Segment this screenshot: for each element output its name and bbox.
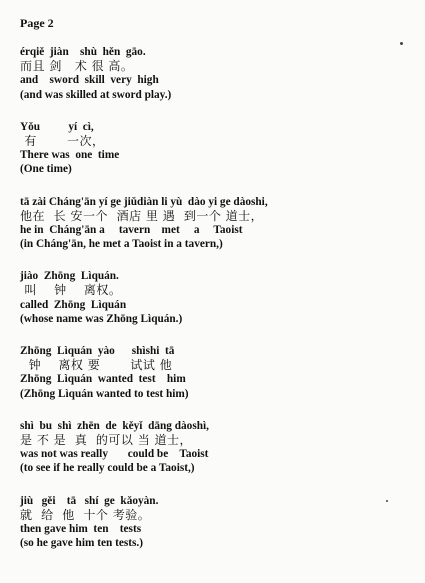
sentence-block (20, 120, 411, 177)
page-number: Page 2 (20, 16, 54, 30)
pinyin-line: Zhōng Lìquán yào shìshi tā (20, 345, 175, 357)
scan-speck (400, 42, 403, 45)
hanzi-line: 就 给 他 十个 考验。 (20, 507, 151, 522)
translation-line: (in Cháng'ān, he met a Taoist in a tavern,) (20, 238, 223, 251)
translation-line: (to see if he really could be a Taoist,) (20, 462, 195, 475)
translation-line: (whose name was Zhōng Lìquán.) (20, 312, 183, 325)
gloss-line: and sword skill very high (20, 74, 159, 87)
translation-line: (and was skilled at sword play.) (20, 88, 172, 101)
gloss-line: he in Cháng'ān a tavern met a Taoist (20, 223, 243, 236)
sentence-block (20, 195, 411, 252)
hanzi-line: 是 不 是 真 的可以 当 道士， (20, 432, 193, 447)
sentence-block (20, 45, 411, 102)
sentence-block (20, 494, 411, 551)
pinyin-line: érqiě jiàn shù hěn gāo. (20, 46, 146, 58)
sentence-block (20, 269, 411, 326)
pinyin-line: shì bu shì zhēn de kěyǐ dāng dàoshì, (20, 419, 209, 432)
hanzi-line: 有 一次， (20, 133, 105, 148)
hanzi-line: 而且 剑 术 很 高。 (20, 59, 134, 74)
scan-speck (386, 500, 388, 502)
sentence-block (20, 344, 411, 401)
pinyin-line: jiào Zhōng Lìquán. (20, 270, 119, 283)
pinyin-line: jiù gěi tā shí ge kǎoyàn. (20, 494, 159, 507)
gloss-line: called Zhōng Lìquán (20, 298, 127, 311)
translation-line: (so he gave him ten tests.) (20, 537, 143, 550)
pinyin-line: Yǒu yí cì, (20, 120, 94, 133)
hanzi-line: 他在 长 安一个 酒店 里 遇 到一个 道士， (20, 208, 264, 223)
gloss-line: Zhōng Lìquán wanted test him (20, 373, 186, 386)
hanzi-line: 钟 离权 要 试试 他 (20, 358, 173, 373)
sentence-block (20, 419, 411, 476)
gloss-line: There was one time (20, 149, 120, 162)
pinyin-line: tā zài Cháng'ān yí ge jiǔdiàn li yù dào yi ge dàoshi, (20, 195, 268, 208)
translation-line: (Zhōng Lìquán wanted to test him) (20, 387, 189, 400)
translation-line: (One time) (20, 163, 72, 176)
hanzi-line: 叫 钟 离权。 (20, 283, 122, 298)
gloss-line: was not was really could be Taoist (20, 448, 209, 461)
gloss-line: then gave him ten tests (20, 522, 142, 535)
